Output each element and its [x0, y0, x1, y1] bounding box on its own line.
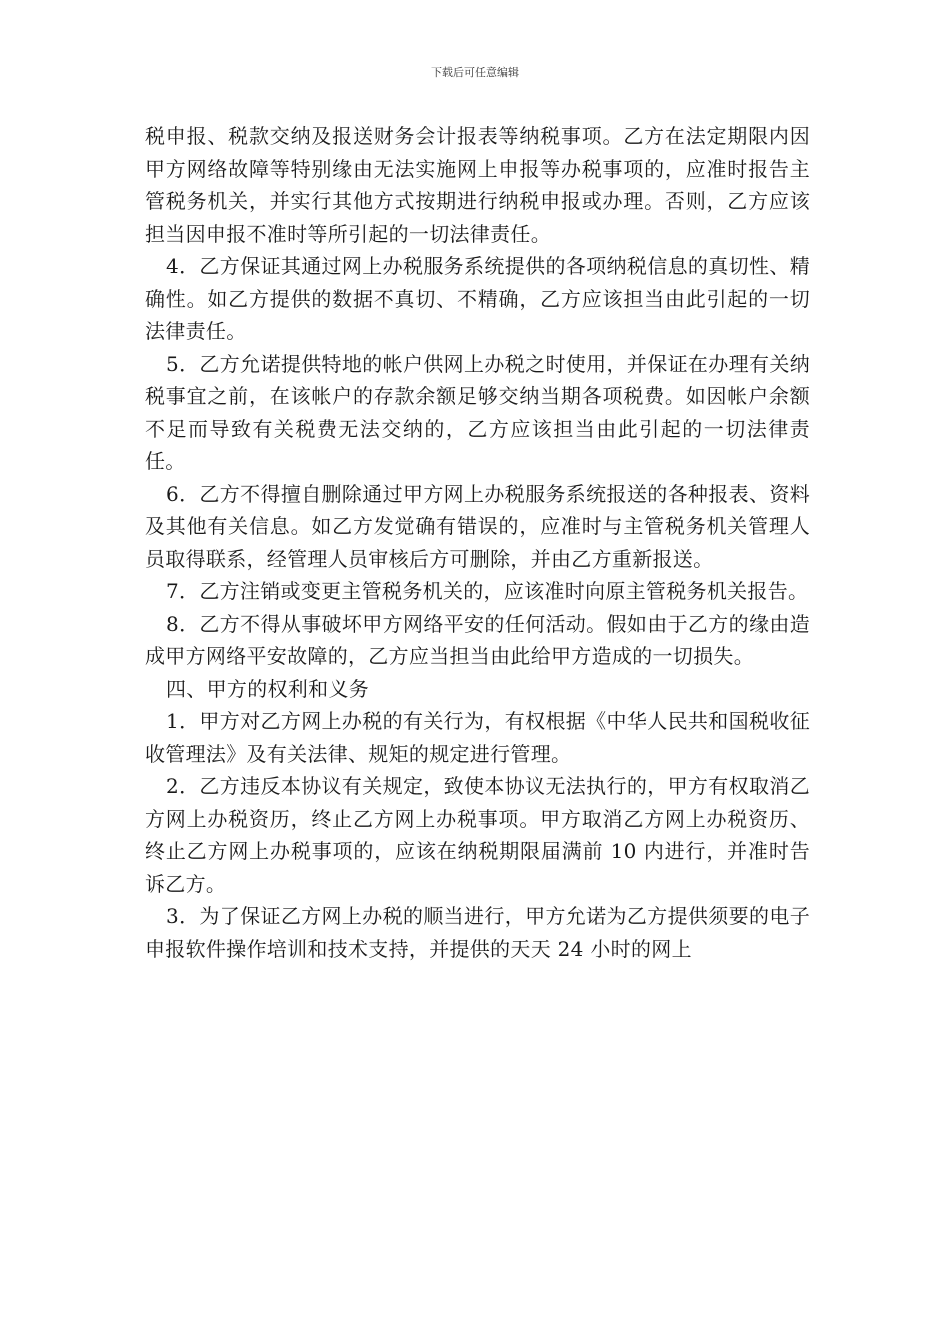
- clause-5: 5．乙方允诺提供特地的帐户供网上办税之时使用，并保证在办理有关纳税事宜之前，在该帐户的存款余额足够交纳当期各项税费。如因帐户余额不足而导致有关税费无法交纳的，乙方应该担当由此引起的一切法律责任。: [145, 351, 810, 473]
- section4-clause-1: 1．甲方对乙方网上办税的有关行为，有权根据《中华人民共和国税收征收管理法》及有关法律、规矩的规定进行管理。: [145, 709, 810, 766]
- clause-7: 7．乙方注销或变更主管税务机关的，应该准时向原主管税务机关报告。: [166, 579, 809, 603]
- paragraph-continuation: 税申报、税款交纳及报送财务会计报表等纳税事项。乙方在法定期限内因甲方网络故障等特别缘由无法实施网上申报等办税事项的，应准时报告主管税务机关，并实行其他方式按期进行纳税申报或办理。否则，乙方应该担当因申报不准时等所引起的一切法律责任。: [145, 124, 810, 246]
- section4-clause-3: 3．为了保证乙方网上办税的顺当进行，甲方允诺为乙方提供须要的电子申报软件操作培训和技术支持，并提供的天天 24 小时的网上: [145, 904, 810, 961]
- clause-6: 6．乙方不得擅自删除通过甲方网上办税服务系统报送的各种报表、资料及其他有关信息。如乙方发觉确有错误的，应准时与主管税务机关管理人员取得联系，经管理人员审核后方可删除，并由乙方重新报送。: [145, 481, 810, 571]
- clause-8: 8．乙方不得从事破坏甲方网络平安的任何活动。假如由于乙方的缘由造成甲方网络平安故障的，乙方应当担当由此给甲方造成的一切损失。: [145, 611, 810, 668]
- section-heading-4: 四、甲方的权利和义务: [166, 676, 369, 701]
- page-header-note: 下载后可任意编辑: [431, 66, 519, 79]
- section4-clause-2: 2．乙方违反本协议有关规定，致使本协议无法执行的，甲方有权取消乙方网上办税资历，终止乙方网上办税事项。甲方取消乙方网上办税资历、终止乙方网上办税事项的，应该在纳税期限届满前 10 内进行，并准时告诉乙方。: [145, 774, 810, 896]
- document-body: [145, 120, 810, 965]
- clause-4: 4．乙方保证其通过网上办税服务系统提供的各项纳税信息的真切性、精确性。如乙方提供的数据不真切、不精确，乙方应该担当由此引起的一切法律责任。: [145, 254, 810, 343]
